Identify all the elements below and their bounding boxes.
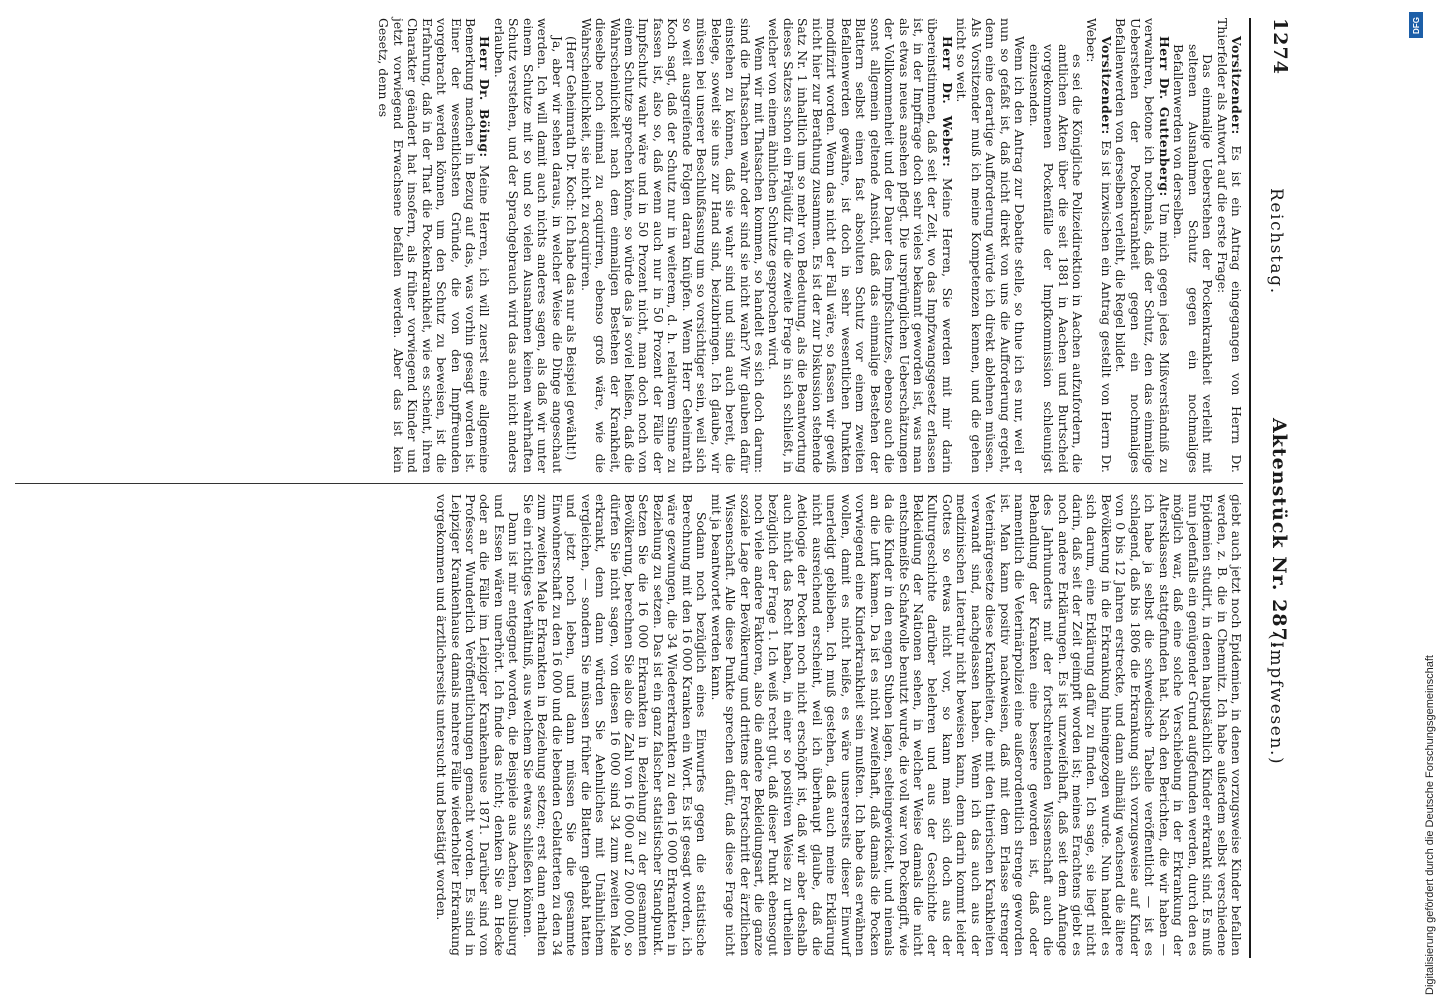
page-header	[1249, 18, 1291, 958]
page-number: 1274	[1269, 18, 1291, 75]
paragraph-text: Es ist inzwischen ein Antrag gestellt von Herrn Dr. Weber:	[1084, 18, 1114, 473]
paragraph	[564, 18, 578, 473]
speaker-name: Vorsitzender:	[1098, 36, 1114, 135]
header-publication: Reichstag.	[1266, 188, 1286, 295]
speaker-name: Herr Dr. Böing:	[477, 36, 493, 158]
paragraph-text: giebt auch jetzt noch Epidemien, in denen vorzugsweise Kinder befallen werden, z. B. die in Chemnitz. Ich habe außerdem selbst verschiedene Epidemien studirt, in denen hauptsächlich Kinder erkrankt sind. Es muß nun jedenfalls ein genügender Grund aufgefunden werden, durch den es möglich war, daß eine solche Verschiebung in der Erkrankung der Altersklassen stattgefunden hat. Nach den Berichten, die wir haben — ich habe ja selbst die schwedische Tabelle veröffentlicht — ist es schlagend, daß bis 1806 die Erkrankung sich vorzugsweise auf Kinder von 0 bis 12 Jahren erstreckte, und dann allmälig wachsend die ältere Bevölkerung in die Erkrankung hineingezogen wurde. Nun handelt es sich darum, eine Erklärung dafür zu finden. Ich sage, sie liegt nicht darin, daß seit der Zeit geimpft worden ist; meines Erachtens giebt es noch andere Erklärungen. Es ist unzweifelhaft, daß seit dem Anfange des Jahrhunderts mit der fortschreitenden Wissenschaft auch die Behandlung der Kranken eine bessere geworden ist, daß oder namentlich die Veterinärpolizei eine außerordentlich strenge geworden ist. Man kann positiv nachweisen, daß mit dem Erlasse strenger Veterinärgesetze diese Krankheiten, die mit den thierischen Krankheiten verwandt sind, nachgelassen haben. Wenn ich das auch aus der medizinischen Literatur nicht beweisen kann, denn darin kommt leider Gottes so etwas nicht vor, so kann man sich doch aus der Kulturgeschichte darüber belehren und aus der Geschichte der Bekleidung der Nationen sehen, in welcher Weise damals die nicht entschmeißte Schafwolle benutzt wurde, die voll war von Pockengift, wie da die Kinder in den engen Stuben lagen, selteingewickelt, und niemals an die Luft kamen. Da ist es nicht zweifelhaft, daß damals die Pocken vorwiegend eine Kinderkrankheit sein mußten. Ich habe das erwähnen wollen, damit es nicht heiße, es wäre unsererseits dieser Einwurf unerledigt geblieben. Ich muß gestehen, daß auch meine Erklärung nicht ausreichend erscheint, weil ich überhaupt glaube, daß die Aetiologie der Pocken noch nicht erschöpft ist, daß wir aber deshalb auch nicht das Recht haben, in einer so positiven Weise zu urtheilen bezüglich der Frage 1. Ich weiß recht gut, daß dieser Punkt ebensogut noch viele andere Faktoren, also die andere Bekleidungsart, die ganze soziale Lage der Bevölkerung und drittens der Fortschritt der ärztlichen Wissenschaft. Alle diese Punkte sprechen dafür, daß diese Frage nicht mit ja beantwortet werden kann.	[708, 494, 1244, 956]
paragraph-text: es sei die Königliche Polizeidirektion in Aachen aufzufordern, die amtlichen Akten über die seit 1881 in Aachen und Burtscheid vorgekommenen Pockenfälle der Impfkommission schleunigst einzusenden.	[1026, 44, 1086, 473]
speaker-name: Herr Dr. Weber:	[939, 36, 955, 168]
dfg-logo	[1409, 12, 1423, 38]
paragraph-text: Sodann noch bezüglich eines Einwurfes gegen die statistische Berechnung mit den 16 000 Kranken ein Wort. Es ist gesagt worden, ich wäre gezwungen, die 34 Wiedererkrankten zu den 16 000 Erkrankten in Beziehung zu setzen. Das ist ein ganz falscher statistischer Standpunkt. Setzen Sie die 16 000 Erkrankten in Beziehung zu der gesammten Bevölkerung, berechnen Sie also die Zahl von 16 000 auf 2 000 000, so dürfen Sie nicht sagen, von diesen 16 000 sind 34 zum zweiten Male erkrankt, denn dann würden Sie Aehnliches mit Unähnlichem vergleichen, — sondern Sie müssen früher die Blattern gehabt hatten und jetzt noch leben, und dann müssen Sie die gesammte Einwohnerschaft zu den 16 000 und die lebenden Geblatterten zu den 34 zum zweiten Male Erkrankten in Beziehung setzen; erst dann erhalten Sie ein richtiges Verhältniß, aus welchem Sie etwas schließen können.	[520, 494, 710, 956]
paragraph-text: Meine Herren, ich will zuerst eine allgemeine Bemerkung machen in Bezug auf das, was vorhin gesagt worden ist. Einer der wesentlichsten Gründe, die von den Impffreunden vorgebracht werden können, um den Schutz zu beweisen, ist die Erfahrung, daß in der That die Pockenkrankheit, wie es scheint, ihren Charakter geändert hat insofern, als früher vorwiegend Kinder und jetzt vorwiegend Erwachsene befallen werden. Aber das ist kein Gesetz, denn es	[376, 18, 493, 473]
speaker-name: Vorsitzender:	[1229, 36, 1244, 135]
dfg-logo-text: DFG	[1411, 16, 1421, 34]
paragraph	[1171, 44, 1214, 473]
paragraph	[376, 18, 492, 473]
paragraph-text: Ja, aber wir sehen daraus, in welcher Weise die Dinge angeschaut werden. Ich will damit auch nichts anderes sagen, als daß wir unter einem Schutze mit so und so vielen Ausnahmen keinen wahrhaften Schutz verstehen, und der Sprachgebrauch wird das auch nicht anders erlauben.	[491, 18, 565, 473]
paragraph	[491, 18, 563, 473]
header-topic: (Impfwesen.)	[1266, 633, 1286, 766]
digitization-credit: Digitalisierung gefördert durch die Deutsche Forschungsgemeinschaft	[1424, 655, 1436, 995]
paragraph	[708, 494, 1243, 956]
paragraph-text: Meine Herren, Sie werden mit mir darin übereinstimmen, daß seit der Zeit, wo das Impfzwangsgesetz erlassen ist, in der Impffrage doch sehr vieles bekannt geworden ist, was man als etwas neues ansehen pflegt. Die ursprünglichen Ueberschätzungen der Vollkommenheit und der Dauer des Impfschutzes, ebenso auch die sonst allgemein geltende Ansicht, daß das einmalige Bestehen der Blattern selbst einen fast absoluten Schutz vor einem zweiten Befallenwerden gewähre, ist doch in sehr wesentlichen Punkten modifizirt worden. Wenn das nicht der Fall wäre, so fassen wir gewiß nicht hier zur Berathung zusammen. Es ist der zur Diskussion stehende Satz Nr. 1 inhaltlich um so mehr von Bedeutung, als die Beantwortung dieses Satzes schon ein Präjudiz für die zweite Frage in sich schließt, in welcher von einem ähnlichen Schutze gesprochen wird.	[766, 18, 955, 473]
paragraph	[1084, 18, 1113, 473]
right-text-column	[11, 494, 1243, 956]
header-document-number: Aktenstück Nr. 287.	[1268, 418, 1290, 650]
paragraph-text: Dann ist mir entgegnet worden, die Beispiele aus Aachen, Duisburg und Essen wären unerhört. Ich finde das nicht; denken Sie an Hecke oder an die Fälle im Leipziger Krankenhause 1871. Darüber sind von Professor Wunderlich Veröffentlichungen gemacht worden. Es sind in Leipziger Krankenhause damals mehrere Fälle wiederholter Erkrankung vorgekommen und ärztlicherseits untersucht und bestätigt worden.	[434, 494, 522, 956]
paragraph	[1026, 44, 1084, 473]
paragraph-text: Es ist ein Antrag eingegangen von Herrn Dr. Thierfelder als Antwort auf die erste Frage:	[1214, 18, 1244, 473]
speaker-name: Herr Dr. Guttenberg:	[1156, 36, 1172, 197]
paragraph	[766, 18, 954, 473]
paragraph	[954, 18, 1026, 473]
document-page	[5, 0, 1295, 980]
column-divider	[15, 483, 1243, 484]
paragraph-text: (Herr Geheimrath Dr. Koch: Ich habe das nur als Beispiel gewählt!)	[564, 36, 580, 461]
paragraph-text: Das einmalige Ueberstehen der Pockenkrankheit verleiht mit seltenen Ausnahmen Schutz gegen ein nochmaliges Befallenwerden von derselben.	[1171, 44, 1216, 473]
paragraph-text: Um mich gegen jedes Mißverständniß zu verwahren, betone ich nochmals, daß der Schutz, den das einmalige Ueberstehen der Pockenkrankheit gegen ein nochmaliges Befallenwerden von derselben verleiht, die Regel bildet.	[1113, 18, 1172, 473]
paragraph	[520, 494, 708, 956]
paragraph-text: Wenn ich den Antrag zur Debatte stelle, so thue ich es nur, weil er nun so gefaßt ist, daß nicht direkt von uns die Aufforderung ergeht, denn eine derartige Aufforderung würde ich direkt ablehnen müssen. Als Vorsitzender muß ich meine Kompetenzen kennen, und die gehen nicht so weit.	[954, 18, 1028, 473]
paragraph-text: Wenn wir mit Thatsachen kommen, so handelt es sich doch darum: sind die Thatsachen wahr oder sind sie nicht wahr? Wir glauben dafür einstehen zu können, daß sie wahr sind und sind auch bereit, die Belege, soweit sie uns zur Hand sind, beizubringen. Ich glaube, wir müssen bei unserer Beschlußfassung um so vorsichtiger sein, weil sich so weit ausgreifende Folgen daran knüpfen. Wenn Herr Geheimrath Koch sagt, daß der Schutz nur in weiterem, d. h. relativem Sinne zu fassen ist, also so, daß wenn auch nur in 50 Prozent der Fälle der Impfschutz wahr wäre und in 50 Prozent nicht, man doch noch von einem Schutze sprechen könne, so würde das ja soviel heißen, daß die Wahrscheinlichkeit nach dem einmaligen Bestehen der Krankheit, dieselbe noch einmal zu acquiriren, ebenso groß wäre, wie die Wahrscheinlichkeit, sie nicht zu acquiriren.	[578, 18, 768, 473]
paragraph	[578, 18, 766, 473]
digitization-sidebar	[1400, 0, 1436, 1000]
left-text-column	[11, 18, 1243, 473]
paragraph	[1214, 18, 1243, 473]
paragraph	[1113, 18, 1171, 473]
paragraph	[434, 494, 521, 956]
